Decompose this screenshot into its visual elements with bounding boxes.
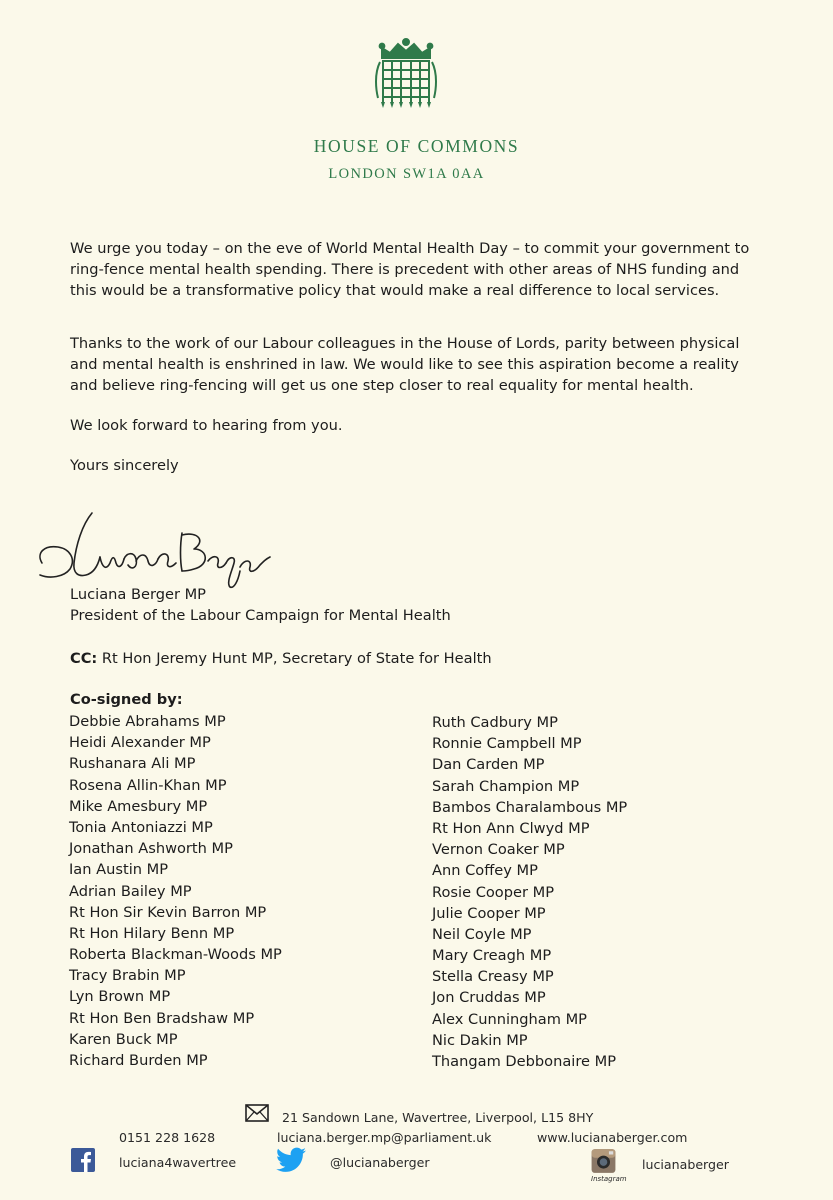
cosigner-name: Debbie Abrahams MP: [69, 713, 226, 730]
cosigner-name: Rt Hon Hilary Benn MP: [69, 924, 235, 942]
cosigner-name: Sarah Champion MP: [432, 777, 580, 795]
body-paragraph-2: Thanks to the work of our Labour colleagues in the House of Lords, parity between physical and mental health is enshrined in law. We would like to see this aspiration become a reality and believe ring-fencing will get us one step closer to real equality for mental health.: [70, 335, 740, 394]
cosigner-name: Karen Buck MP: [69, 1030, 178, 1048]
footer-phone: 0151 228 1628: [119, 1130, 216, 1145]
cosigner-name: Rushanara Ali MP: [69, 755, 196, 773]
house-of-commons-title: HOUSE OF COMMONS: [313, 136, 520, 156]
cosigner-name: Dan Carden MP: [432, 756, 545, 774]
body-paragraph-3: We look forward to hearing from you.: [70, 417, 343, 434]
cosigner-name: Julie Cooper MP: [432, 904, 546, 922]
portcullis-icon: [374, 38, 438, 114]
footer-instagram-handle: lucianaberger: [642, 1157, 729, 1172]
footer-facebook-handle: luciana4wavertree: [119, 1155, 237, 1170]
footer-website[interactable]: www.lucianaberger.com: [537, 1130, 688, 1145]
house-of-commons-address: LONDON SW1A 0AA: [328, 166, 485, 182]
cc-label: CC:: [70, 650, 98, 667]
cosigner-name: Jonathan Ashworth MP: [69, 840, 233, 858]
cosigners-heading: Co-signed by:: [70, 691, 183, 708]
cosigner-name: Nic Dakin MP: [432, 1031, 528, 1049]
cosigner-name: Ann Coffey MP: [432, 862, 538, 880]
cosigner-name: Ruth Cadbury MP: [432, 714, 558, 731]
cosigner-name: Ronnie Campbell MP: [432, 735, 582, 753]
cosigner-name: Adrian Bailey MP: [69, 882, 192, 900]
cosigner-name: Vernon Coaker MP: [432, 841, 565, 859]
cc-line: [70, 650, 492, 667]
body-paragraph-1: We urge you today – on the eve of World Mental Health Day – to commit your government to ring-fence mental health spending. There is precedent with other areas of NHS funding and this would be a transformative policy that would make a real difference to local services.: [70, 240, 750, 299]
cosigner-name: Tonia Antoniazzi MP: [69, 818, 213, 836]
twitter-bird-icon[interactable]: [276, 1147, 306, 1173]
cosigner-name: Rt Hon Ann Clwyd MP: [432, 819, 590, 837]
footer-email[interactable]: luciana.berger.mp@parliament.uk: [277, 1130, 492, 1145]
cosigner-name: Ian Austin MP: [69, 861, 169, 879]
instagram-caption: Instagram: [591, 1175, 627, 1183]
cosigner-name: Rosena Allin-Khan MP: [69, 776, 227, 794]
cosigner-name: Stella Creasy MP: [432, 968, 554, 986]
cosigner-name: Neil Coyle MP: [432, 925, 532, 943]
envelope-icon: [245, 1104, 269, 1122]
facebook-icon[interactable]: [71, 1148, 95, 1172]
footer-twitter-handle: @lucianaberger: [330, 1155, 430, 1170]
cosigners-column-2: [432, 712, 627, 1072]
cosigner-name: Bambos Charalambous MP: [432, 798, 628, 816]
cosigner-name: Lyn Brown MP: [69, 988, 171, 1006]
closing-salutation: Yours sincerely: [70, 457, 179, 474]
handwritten-signature: [30, 505, 280, 595]
cosigner-name: Rosie Cooper MP: [432, 883, 555, 901]
cosigner-name: Richard Burden MP: [69, 1052, 208, 1069]
cosigner-name: Mary Creagh MP: [432, 947, 552, 965]
cosigner-name: Tracy Brabin MP: [69, 967, 186, 985]
signatory-name: Luciana Berger MP: [70, 586, 206, 603]
cosigner-name: Roberta Blackman-Woods MP: [69, 946, 282, 964]
cosigner-name: Jon Cruddas MP: [432, 989, 546, 1007]
instagram-icon[interactable]: [590, 1148, 617, 1174]
cosigner-name: Alex Cunningham MP: [432, 1010, 587, 1028]
footer-address: 21 Sandown Lane, Wavertree, Liverpool, L15 8HY: [282, 1110, 594, 1125]
cosigner-name: Rt Hon Ben Bradshaw MP: [69, 1009, 255, 1027]
cosigners-column-1: [69, 711, 282, 1071]
cosigner-name: Thangam Debbonaire MP: [432, 1053, 617, 1070]
cosigner-name: Heidi Alexander MP: [69, 734, 211, 752]
signatory-role: President of the Labour Campaign for Mental Health: [70, 607, 451, 624]
cc-recipient: Rt Hon Jeremy Hunt MP, Secretary of State for Health: [97, 650, 492, 667]
cosigner-name: Mike Amesbury MP: [69, 797, 208, 815]
cosigner-name: Rt Hon Sir Kevin Barron MP: [69, 903, 267, 921]
